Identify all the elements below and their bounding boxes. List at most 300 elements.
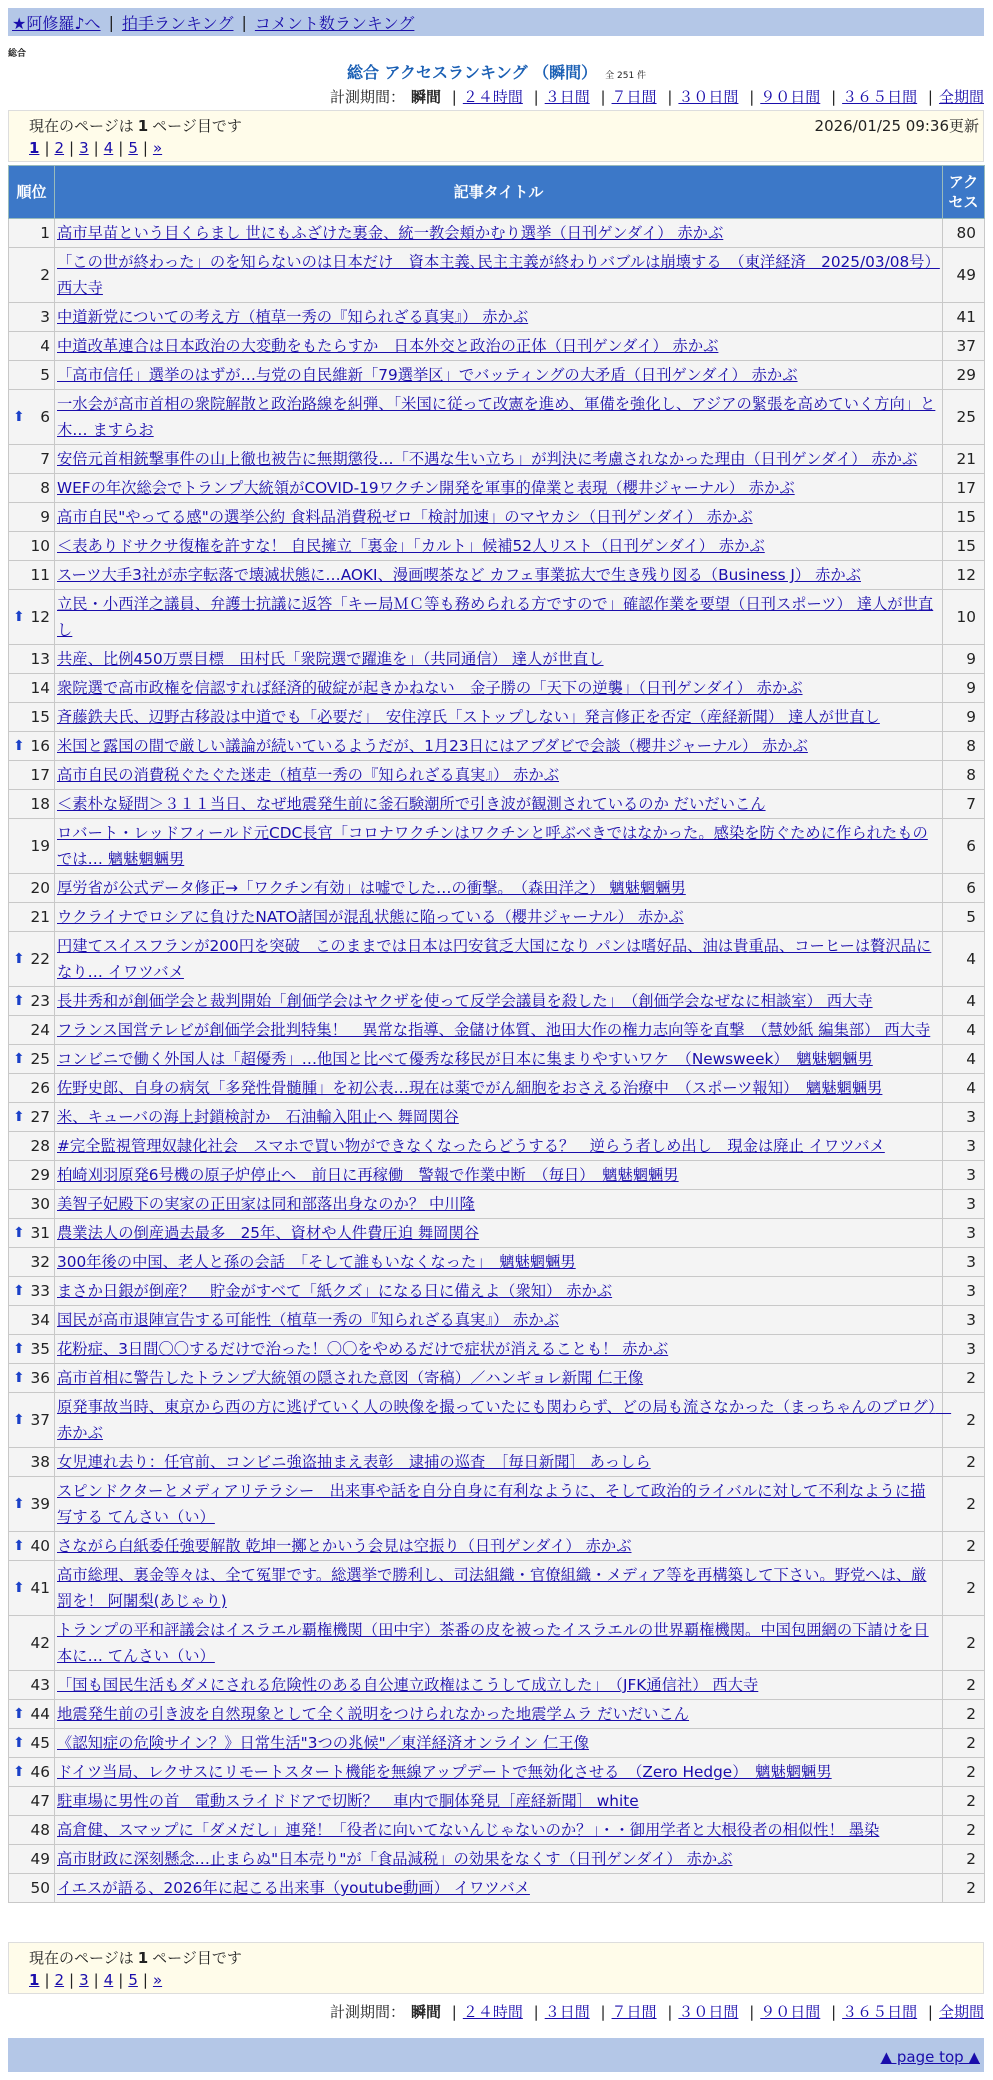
rank-cell	[9, 361, 55, 390]
period-link-30d[interactable]: ３０日間	[678, 2003, 739, 2021]
page-status	[29, 115, 242, 136]
article-title-link[interactable]: フランス国営テレビが創価学会批判特集！ 異常な指導、金儲け体質、池田大作の権力志向等を直撃 （慧妙紙 編集部） 西大寺	[57, 1021, 931, 1039]
table-row	[9, 732, 985, 761]
article-title-link[interactable]: ウクライナでロシアに負けたNATO諸国が混乱状態に陥っている（櫻井ジャーナル） 赤かぶ	[57, 908, 684, 926]
article-title-link[interactable]: コンビニで働く外国人は「超優秀」…他国と比べて優秀な移民が日本に集まりやすいワケ （Newsweek） 魑魅魍魎男	[57, 1050, 873, 1068]
rank-number: 3	[40, 307, 50, 326]
rank-up-arrow-icon: ⬆	[13, 992, 25, 1009]
period-separator: |	[831, 2003, 837, 2021]
table-row	[9, 1477, 985, 1532]
table-row	[9, 1161, 985, 1190]
rank-number: 7	[40, 449, 50, 468]
page-link-next[interactable]: »	[152, 1971, 163, 1989]
page-separator: |	[142, 139, 148, 157]
table-row	[9, 390, 985, 445]
article-title-link[interactable]: 米、キューバの海上封鎖検討か 石油輸入阻止へ 舞岡関谷	[57, 1108, 459, 1126]
access-count: 9	[943, 703, 985, 732]
page-separator: |	[118, 1971, 124, 1989]
rank-number: 19	[30, 836, 50, 855]
page-link-current[interactable]: 1	[29, 139, 40, 157]
period-label: 計測期間：	[329, 2003, 405, 2021]
access-count: 4	[943, 1045, 985, 1074]
title-cell	[55, 590, 943, 645]
access-count: 3	[943, 1190, 985, 1219]
rank-cell	[9, 1045, 55, 1074]
article-title-link[interactable]: 農業法人の倒産過去最多 25年、資材や人件費圧迫 舞岡関谷	[57, 1224, 480, 1242]
rank-up-arrow-icon: ⬆	[13, 408, 25, 425]
title-cell	[55, 674, 943, 703]
article-title-link[interactable]: 米国と露国の間で厳しい議論が続いているようだが、1月23日にはアブダビで会談（櫻井ジャーナル） 赤かぶ	[57, 737, 808, 755]
article-title-link[interactable]: 《認知症の危険サイン？》日常生活"3つの兆候"／東洋経済オンライン 仁王像	[57, 1734, 589, 1752]
title-cell	[55, 1016, 943, 1045]
rank-number: 43	[30, 1675, 50, 1694]
title-cell	[55, 1616, 943, 1671]
page-separator: |	[142, 1971, 148, 1989]
title-cell	[55, 1448, 943, 1477]
article-title-link[interactable]: ＜表ありドサクサ復権を許すな！ 自民擁立「裏金」「カルト」候補52人リスト（日刊ゲンダイ） 赤かぶ	[57, 537, 765, 555]
period-link-all[interactable]: 全期間	[938, 88, 984, 106]
access-count: 2	[943, 1532, 985, 1561]
rank-cell	[9, 1074, 55, 1103]
page-separator: |	[44, 139, 50, 157]
rank-cell	[9, 761, 55, 790]
page-link-2[interactable]: 2	[54, 139, 65, 157]
access-count: 3	[943, 1161, 985, 1190]
table-row	[9, 1190, 985, 1219]
rank-number: 44	[30, 1704, 50, 1723]
title-cell	[55, 361, 943, 390]
article-title-link[interactable]: WEFの年次総会でトランプ大統領がCOVID-19ワクチン開発を軍事的偉業と表現（櫻井ジャーナル） 赤かぶ	[57, 479, 795, 497]
access-count: 3	[943, 1103, 985, 1132]
period-selector-bottom	[330, 2001, 984, 2022]
table-row	[9, 1758, 985, 1787]
period-label: 計測期間：	[329, 88, 405, 106]
period-link-90d[interactable]: ９０日間	[760, 2003, 821, 2021]
rank-cell	[9, 390, 55, 445]
article-title-link[interactable]: 高市財政に深刻懸念…止まらぬ"日本売り"が「食品減税」の効果をなくす（日刊ゲンダイ） 赤かぶ	[57, 1850, 733, 1868]
table-row	[9, 1219, 985, 1248]
title-cell	[55, 819, 943, 874]
table-row	[9, 932, 985, 987]
article-title-link[interactable]: 「この世が終わった」のを知らないのは日本だけ 資本主義､民主主義が終わりバブルは崩壊する （東洋経済 2025/03/08号） 西大寺	[57, 253, 940, 297]
article-title-link[interactable]: まさか日銀が倒産？ 貯金がすべて「紙クズ」になる日に備えよ（衆知） 赤かぶ	[57, 1282, 613, 1300]
title-cell	[55, 903, 943, 932]
table-row	[9, 1787, 985, 1816]
access-count: 17	[943, 474, 985, 503]
rank-cell	[9, 790, 55, 819]
rank-up-arrow-icon: ⬆	[13, 1537, 25, 1554]
page-link-2[interactable]: 2	[54, 1971, 65, 1989]
article-title-link[interactable]: 中道新党についての考え方（植草一秀の『知られざる真実』） 赤かぶ	[57, 308, 529, 326]
table-row	[9, 561, 985, 590]
article-title-link[interactable]: 300年後の中国、老人と孫の会話 「そして誰もいなくなった」 魑魅魍魎男	[57, 1253, 576, 1271]
rank-cell	[9, 1616, 55, 1671]
title-cell	[55, 1700, 943, 1729]
title-cell	[55, 1335, 943, 1364]
rank-number: 35	[30, 1339, 50, 1358]
rank-number: 39	[30, 1494, 50, 1513]
article-title-link[interactable]: 原発事故当時、東京から西の方に逃げていく人の映像を撮っていたにも関わらず、どの局も流さなかった（まっちゃんのブログ） 赤かぶ	[57, 1398, 952, 1442]
access-count: 3	[943, 1306, 985, 1335]
table-row	[9, 1364, 985, 1393]
article-title-link[interactable]: 「国も国民生活もダメにされる危険性のある自公連立政権はこうして成立した」 （JFK通信社） 西大寺	[57, 1676, 759, 1694]
access-count: 41	[943, 303, 985, 332]
comment-ranking-link[interactable]: コメント数ランキング	[254, 13, 415, 33]
table-row	[9, 474, 985, 503]
access-count: 15	[943, 503, 985, 532]
rank-cell	[9, 987, 55, 1016]
rank-number: 6	[40, 407, 50, 426]
rank-number: 22	[30, 949, 50, 968]
rank-up-arrow-icon: ⬆	[13, 1579, 25, 1596]
article-title-link[interactable]: 高市自民"やってる感"の選挙公約 食料品消費税ゼロ「検討加速」のマヤカシ（日刊ゲンダイ） 赤かぶ	[57, 508, 753, 526]
rank-up-arrow-icon: ⬆	[13, 1369, 25, 1386]
period-separator: |	[927, 88, 933, 106]
period-separator: |	[533, 88, 539, 106]
rank-number: 10	[30, 536, 50, 555]
access-count: 2	[943, 1729, 985, 1758]
rank-up-arrow-icon: ⬆	[13, 608, 25, 625]
page-link-5[interactable]: 5	[128, 139, 138, 157]
ranking-table	[8, 165, 985, 1903]
title-cell	[55, 248, 943, 303]
title-cell	[55, 445, 943, 474]
article-title-link[interactable]: 美智子妃殿下の実家の正田家は同和部落出身なのか？ 中川隆	[57, 1195, 475, 1213]
article-title-link[interactable]: #完全監視管理奴隷化社会 スマホで買い物ができなくなったらどうする？ 逆らう者しめ出し 現金は廃止 イワツバメ	[57, 1137, 885, 1155]
table-row	[9, 1248, 985, 1277]
period-link-365d[interactable]: ３６５日間	[842, 2003, 918, 2021]
pagination-top	[29, 139, 162, 157]
article-title-link[interactable]: 共産、比例450万票目標 田村氏「衆院選で躍進を」（共同通信） 達人が世直し	[57, 650, 604, 668]
page-info-bottom	[8, 1942, 984, 1994]
rank-cell	[9, 1219, 55, 1248]
article-title-link[interactable]: 高倉健、スマップに「ダメだし」連発！「役者に向いてないんじゃないのか？」・・御用学者と大根役者の相似性！ 墨染	[57, 1821, 880, 1839]
rank-cell	[9, 645, 55, 674]
access-count: 2	[943, 1364, 985, 1393]
rank-cell	[9, 1103, 55, 1132]
article-title-link[interactable]: 斉藤鉄夫氏、辺野古移設は中道でも「必要だ」 安住淳氏「ストップしない」発言修正を否定（産経新聞） 達人が世直し	[57, 708, 880, 726]
period-link-all[interactable]: 全期間	[938, 2003, 984, 2021]
rank-number: 5	[40, 365, 50, 384]
article-title-link[interactable]: 立民・小西洋之議員、弁護士抗議に返答「キー局ＭＣ等も務められる方ですので」確認作業を要望（日刊スポーツ） 達人が世直し	[57, 595, 934, 639]
nav-separator: |	[241, 12, 247, 32]
period-separator: |	[533, 2003, 539, 2021]
period-link-30d[interactable]: ３０日間	[678, 88, 739, 106]
article-title-link[interactable]: スピンドクターとメディアリテラシー 出来事や話を自分自身に有利なように、そして政治的ライバルに対して不利なように描写する てんさい（い）	[57, 1482, 926, 1526]
article-title-link[interactable]: 高市総理、裏金等々は、全て冤罪です。総選挙で勝利し、司法組織・官僚組織・メディア等を再構築して下さい。野党へは、厳罰を！ 阿闍梨(あじゃり)	[57, 1566, 927, 1610]
table-row	[9, 219, 985, 248]
column-header-rank: 順位	[9, 166, 55, 219]
access-count: 3	[943, 1219, 985, 1248]
rank-cell	[9, 703, 55, 732]
access-count: 37	[943, 332, 985, 361]
access-count: 2	[943, 1561, 985, 1616]
article-title-link[interactable]: 衆院選で高市政権を信認すれば経済的破綻が起きかねない 金子勝の「天下の逆襲」（日刊ゲンダイ） 赤かぶ	[57, 679, 803, 697]
rank-number: 46	[30, 1762, 50, 1781]
period-separator: |	[600, 88, 606, 106]
page-status-number: 1	[137, 1949, 149, 1967]
title-cell	[55, 532, 943, 561]
article-title-link[interactable]: 駐車場に男性の首 電動スライドドアで切断？ 車内で胴体発見［産経新聞］ white	[57, 1792, 639, 1810]
article-title-link[interactable]: イエスが語る、2026年に起こる出来事（youtube動画） イワツバメ	[57, 1879, 530, 1897]
access-count: 80	[943, 219, 985, 248]
rank-number: 20	[30, 878, 50, 897]
title-cell	[55, 1161, 943, 1190]
table-row	[9, 1074, 985, 1103]
table-row	[9, 1700, 985, 1729]
rank-cell	[9, 819, 55, 874]
article-title-link[interactable]: 柏崎刈羽原発6号機の原子炉停止へ 前日に再稼働 警報で作業中断 （毎日） 魑魅魍魎男	[57, 1166, 679, 1184]
rank-cell	[9, 1448, 55, 1477]
title-cell	[55, 1787, 943, 1816]
rank-cell	[9, 674, 55, 703]
rank-up-arrow-icon: ⬆	[13, 1224, 25, 1241]
page-info-top	[8, 110, 984, 162]
period-current: 瞬間	[410, 88, 441, 106]
title-cell	[55, 645, 943, 674]
home-link[interactable]: ★阿修羅♪へ	[12, 13, 101, 33]
article-title-link[interactable]: 厚労省が公式データ修正→「ワクチン有効」は嘘でした…の衝撃。 （森田洋之） 魑魅魍魎男	[57, 879, 686, 897]
column-header-title: 記事タイトル	[55, 166, 943, 219]
rank-up-arrow-icon: ⬆	[13, 1050, 25, 1067]
page-status-prefix: 現在のページは	[29, 1949, 134, 1967]
article-title-link[interactable]: 長井秀和が創価学会と裁判開始「創価学会はヤクザを使って反学会議員を殺した」 （創価学会なぜなに相談室） 西大寺	[57, 992, 873, 1010]
table-row	[9, 445, 985, 474]
article-title-link[interactable]: 高市早苗という目くらまし 世にもふざけた裏金、統一教会頬かむり選挙（日刊ゲンダイ） 赤かぶ	[57, 224, 724, 242]
article-title-link[interactable]: さながら白紙委任強要解散 乾坤一擲とかいう会見は空振り（日刊ゲンダイ） 赤かぶ	[57, 1537, 632, 1555]
page-link-next[interactable]: »	[152, 139, 163, 157]
article-title-link[interactable]: 国民が高市退陣宣告する可能性（植草一秀の『知られざる真実』） 赤かぶ	[57, 1311, 560, 1329]
table-row	[9, 674, 985, 703]
rank-number: 40	[30, 1536, 50, 1555]
article-title-link[interactable]: 一水会が高市首相の衆院解散と政治路線を糾弾、「米国に従って改憲を進め、軍備を強化し、アジアの緊張を高めていく方向」と木… ますらお	[57, 395, 936, 439]
title-cell	[55, 1045, 943, 1074]
ranking-title: 総合 アクセスランキング （瞬間）	[346, 63, 598, 82]
article-title-link[interactable]: スーツ大手3社が赤字転落で壊滅状態に…AOKI、漫画喫茶など カフェ事業拡大で生き残り図る（Business J） 赤かぶ	[57, 566, 861, 584]
article-title-link[interactable]: 中道改革連合は日本政治の大変動をもたらすか 日本外交と政治の正体（日刊ゲンダイ） 赤かぶ	[57, 337, 719, 355]
article-title-link[interactable]: 安倍元首相銃撃事件の山上徹也被告に無期懲役…「不遇な生い立ち」が判決に考慮されなかった理由（日刊ゲンダイ） 赤かぶ	[57, 450, 918, 468]
page-link-5[interactable]: 5	[128, 1971, 138, 1989]
title-cell	[55, 1248, 943, 1277]
title-cell	[55, 1103, 943, 1132]
page-separator: |	[69, 139, 75, 157]
table-row	[9, 790, 985, 819]
rank-cell	[9, 303, 55, 332]
access-count: 4	[943, 1016, 985, 1045]
period-link-365d[interactable]: ３６５日間	[842, 88, 918, 106]
access-count: 5	[943, 903, 985, 932]
table-row	[9, 645, 985, 674]
access-count: 8	[943, 732, 985, 761]
access-count: 2	[943, 1448, 985, 1477]
rank-number: 13	[30, 649, 50, 668]
title-cell	[55, 1393, 952, 1448]
rank-number: 34	[30, 1310, 50, 1329]
table-row	[9, 248, 985, 303]
rank-cell	[9, 1306, 55, 1335]
rank-number: 26	[30, 1078, 50, 1097]
rank-cell	[9, 1845, 55, 1874]
article-title-link[interactable]: ロバート・レッドフィールド元CDC長官「コロナワクチンはワクチンと呼ぶべきではなかった。感染を防ぐために作られたものでは… 魑魅魍魎男	[57, 824, 928, 868]
rank-up-arrow-icon: ⬆	[13, 1108, 25, 1125]
access-count: 6	[943, 819, 985, 874]
period-link-3d[interactable]: ３日間	[544, 2003, 590, 2021]
nav-separator: |	[108, 12, 114, 32]
access-count: 4	[943, 932, 985, 987]
table-row	[9, 1616, 985, 1671]
title-cell	[55, 219, 943, 248]
title-cell	[55, 1219, 943, 1248]
table-row	[9, 1045, 985, 1074]
rank-number: 16	[30, 736, 50, 755]
rank-cell	[9, 1335, 55, 1364]
rank-number: 50	[30, 1878, 50, 1897]
rank-cell	[9, 1816, 55, 1845]
title-cell	[55, 561, 943, 590]
rank-cell	[9, 445, 55, 474]
column-header-access: アクセス	[943, 166, 985, 219]
table-row	[9, 1845, 985, 1874]
access-count: 6	[943, 874, 985, 903]
table-row	[9, 874, 985, 903]
ranking-table-body	[9, 219, 985, 1903]
access-count: 12	[943, 561, 985, 590]
rank-number: 41	[30, 1578, 50, 1597]
rank-up-arrow-icon: ⬆	[13, 1411, 25, 1428]
title-cell	[55, 1364, 943, 1393]
rank-cell	[9, 1277, 55, 1306]
access-count: 25	[943, 390, 985, 445]
period-link-7d[interactable]: ７日間	[611, 88, 657, 106]
page-separator: |	[69, 1971, 75, 1989]
page-separator: |	[93, 1971, 99, 1989]
rank-up-arrow-icon: ⬆	[13, 737, 25, 754]
rank-number: 25	[30, 1049, 50, 1068]
period-link-24h[interactable]: ２４時間	[462, 88, 523, 106]
table-row	[9, 532, 985, 561]
rank-cell	[9, 1874, 55, 1903]
period-link-7d[interactable]: ７日間	[611, 2003, 657, 2021]
period-link-3d[interactable]: ３日間	[544, 88, 590, 106]
rank-cell	[9, 732, 55, 761]
article-title-link[interactable]: 佐野史郎、自身の病気「多発性骨髄腫」を初公表…現在は薬でがん細胞をおさえる治療中 （スポーツ報知） 魑魅魍魎男	[57, 1079, 883, 1097]
rank-cell	[9, 1248, 55, 1277]
page-status-number: 1	[137, 117, 149, 135]
period-separator: |	[831, 88, 837, 106]
access-count: 4	[943, 987, 985, 1016]
page-link-4[interactable]: 4	[103, 139, 114, 157]
title-cell	[55, 1277, 943, 1306]
page-link-current[interactable]: 1	[29, 1971, 40, 1989]
access-count: 2	[943, 1700, 985, 1729]
table-row	[9, 703, 985, 732]
rank-cell	[9, 1787, 55, 1816]
top-nav-bar	[8, 8, 984, 36]
access-count: 2	[943, 1845, 985, 1874]
title-cell	[55, 474, 943, 503]
article-title-link[interactable]: トランプの平和評議会はイスラエル覇権機関（田中宇）茶番の皮を被ったイスラエルの世界覇権機関。中国包囲網の下請けを日本に… てんさい（い）	[57, 1621, 929, 1665]
page-top-link[interactable]: ▲ page top ▲	[880, 2048, 980, 2066]
rank-cell	[9, 219, 55, 248]
rank-number: 47	[30, 1791, 50, 1810]
rank-number: 27	[30, 1107, 50, 1126]
clap-ranking-link[interactable]: 拍手ランキング	[121, 13, 234, 33]
rank-number: 36	[30, 1368, 50, 1387]
access-count: 3	[943, 1132, 985, 1161]
access-count: 10	[943, 590, 985, 645]
title-cell	[55, 874, 943, 903]
table-row	[9, 503, 985, 532]
article-title-link[interactable]: 花粉症、3日間〇〇するだけで治った！〇〇をやめるだけで症状が消えることも！ 赤かぶ	[57, 1340, 669, 1358]
article-title-link[interactable]: ＜素朴な疑問＞３１１当日、なぜ地震発生前に釜石験潮所で引き波が観測されているのか だいだいこん	[57, 795, 766, 813]
access-count: 3	[943, 1277, 985, 1306]
page-status-suffix: ページ目です	[152, 1949, 242, 1967]
rank-cell	[9, 248, 55, 303]
access-count: 2	[943, 1816, 985, 1845]
page-link-4[interactable]: 4	[103, 1971, 114, 1989]
rank-cell	[9, 1016, 55, 1045]
rank-up-arrow-icon: ⬆	[13, 1705, 25, 1722]
table-row	[9, 332, 985, 361]
article-title-link[interactable]: 地震発生前の引き波を自然現象として全く説明をつけられなかった地震学ムラ だいだいこん	[57, 1705, 690, 1723]
rank-number: 9	[40, 507, 50, 526]
access-count: 2	[943, 1874, 985, 1903]
article-title-link[interactable]: ドイツ当局、レクサスにリモートスタート機能を無線アップデートで無効化させる （Zero Hedge） 魑魅魍魎男	[57, 1763, 832, 1781]
period-selector-top	[330, 86, 984, 107]
period-separator: |	[600, 2003, 606, 2021]
period-separator: |	[667, 2003, 673, 2021]
rank-cell	[9, 1132, 55, 1161]
period-link-24h[interactable]: ２４時間	[462, 2003, 523, 2021]
access-count: 3	[943, 1248, 985, 1277]
rank-number: 11	[30, 565, 50, 584]
table-row	[9, 903, 985, 932]
rank-up-arrow-icon: ⬆	[13, 1282, 25, 1299]
rank-cell	[9, 1161, 55, 1190]
table-row	[9, 1335, 985, 1364]
title-cell	[55, 303, 943, 332]
rank-number: 14	[30, 678, 50, 697]
page-link-3[interactable]: 3	[79, 139, 89, 157]
rank-cell	[9, 1393, 55, 1448]
article-title-link[interactable]: 高市首相に警告したトランプ大統領の隠された意図（寄稿）／ハンギョレ新聞 仁王像	[57, 1369, 644, 1387]
title-cell	[55, 732, 943, 761]
article-title-link[interactable]: 高市自民の消費税ぐたぐた迷走（植草一秀の『知られざる真実』） 赤かぶ	[57, 766, 560, 784]
rank-number: 32	[30, 1252, 50, 1271]
article-title-link[interactable]: 女児連れ去り：任官前、コンビニ強盗抽まえ表彰 逮捕の巡査 ［毎日新聞］ あっしら	[57, 1453, 651, 1471]
article-title-link[interactable]: 「高市信任」選挙のはずが…与党の自民維新「79選挙区」でバッティングの大矛盾（日刊ゲンダイ） 赤かぶ	[57, 366, 798, 384]
page-link-3[interactable]: 3	[79, 1971, 89, 1989]
access-count: 8	[943, 761, 985, 790]
rank-number: 42	[30, 1633, 50, 1652]
page-status-suffix: ページ目です	[152, 117, 242, 135]
title-cell	[55, 1561, 943, 1616]
title-cell	[55, 1190, 943, 1219]
title-cell	[55, 390, 943, 445]
access-count: 9	[943, 674, 985, 703]
period-separator: |	[667, 88, 673, 106]
table-row	[9, 1561, 985, 1616]
rank-cell	[9, 590, 55, 645]
period-link-90d[interactable]: ９０日間	[760, 88, 821, 106]
table-row	[9, 761, 985, 790]
access-count: 29	[943, 361, 985, 390]
period-current: 瞬間	[410, 2003, 441, 2021]
table-row	[9, 1132, 985, 1161]
total-count: 全 251 件	[605, 71, 647, 81]
period-separator: |	[927, 2003, 933, 2021]
article-title-link[interactable]: 円建てスイスフランが200円を突破 このままでは日本は円安貧乏大国になり パンは嗜好品、油は貴重品、コーヒーは贅沢品になり… イワツバメ	[57, 937, 932, 981]
